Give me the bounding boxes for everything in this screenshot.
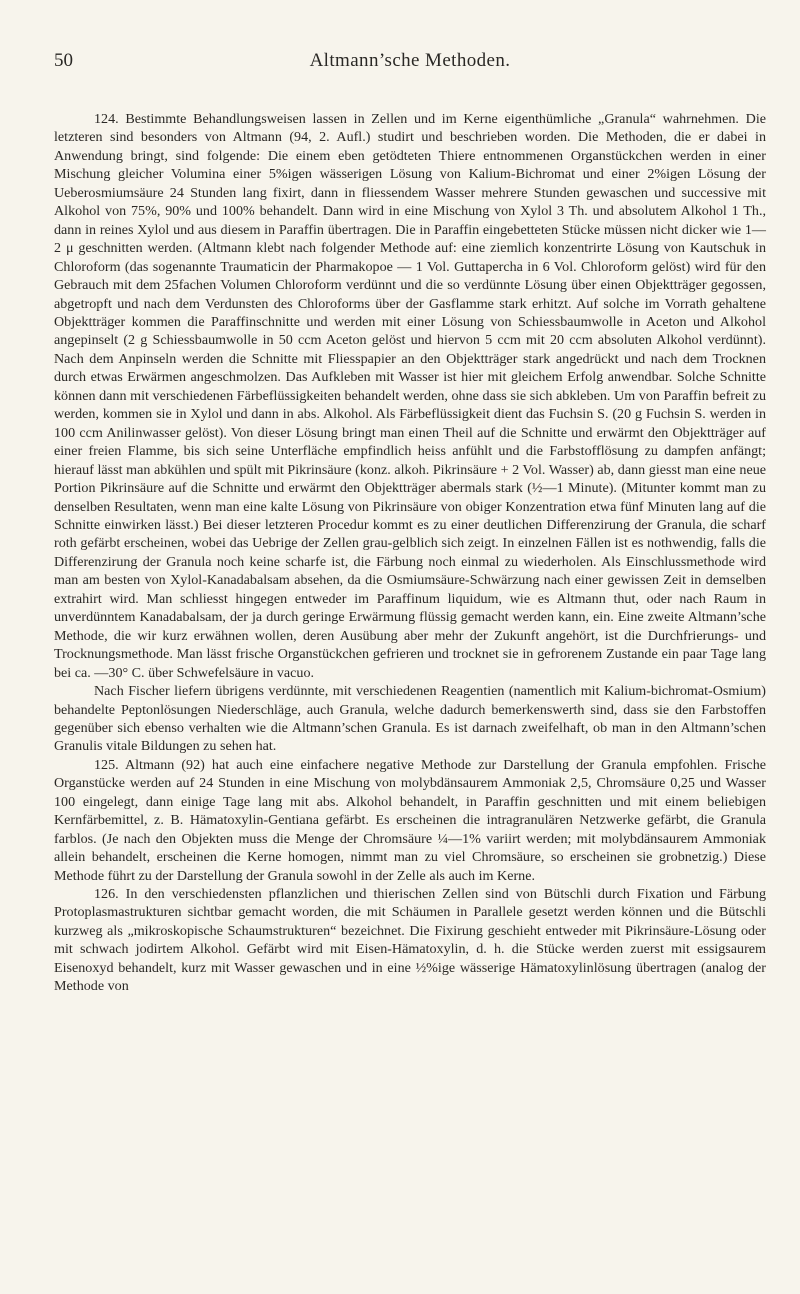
running-title: Altmann’sche Methoden. (309, 50, 511, 71)
paragraph-fischer: Nach Fischer liefern übrigens verdünnte, mit verschiedenen Reagentien (namentlich mit Kalium-bichromat-Osmium) behandelte Peptonlösungen Niederschläge, auch Granula, welche dadurch bemerkenswerth sind, dass sie den Farbstoffen gegenüber sich ebenso verhalten wie die Altmann’schen Granula. Es ist darnach zweifelhaft, ob man in den Altmann’schen Granulis vitale Bildungen zu sehen hat. (54, 683, 766, 755)
page-header (54, 50, 766, 80)
paragraph-124: 124. Bestimmte Behandlungsweisen lassen in Zellen und im Kerne eigenthümliche „Granula“ wahrnehmen. Die letzteren sind besonders von Altmann (94, 2. Aufl.) studirt und beschrieben worden. Die Methoden, die er dabei in Anwendung bringt, sind folgende: Die einem eben getödteten Thiere entnommenen Organstückchen werden in einer Mischung gleicher Volumina einer 5%igen wässerigen Lösung von Kalium-Bichromat und einer 2%igen Lösung der Ueberosmiumsäure 24 Stunden lang fixirt, dann in fliessendem Wasser mehrere Stunden gewaschen und successive mit Alkohol von 75%, 90% und 100% behandelt. Dann wird in eine Mischung von Xylol 3 Th. und absolutem Alkohol 1 Th., dann in reines Xylol und aus diesem in Paraffin übertragen. Die in Paraffin eingebetteten Stücke müssen nicht dicker wie 1—2 μ geschnitten werden. (Altmann klebt nach folgender Methode auf: eine ziemlich konzentrirte Lösung von Kautschuk in Chloroform (das sogenannte Traumaticin der Pharmakopoe — 1 Vol. Guttapercha in 6 Vol. Chloroform gelöst) wird für den Gebrauch mit dem 25fachen Volumen Chloroform verdünnt und die so verdünnte Lösung über einen Objektträger gegossen, abgetropft und nach dem Verdunsten des Chloroforms über der Gasflamme stark erhitzt. Auf solche im Vorrath gehaltene Objektträger kommen die Paraffinschnitte und werden mit einer Lösung von Schiessbaumwolle in Aceton und Alkohol angepinselt (2 g Schiessbaumwolle in 50 ccm Aceton gelöst und hiervon 5 ccm mit 20 ccm absoluten Alkohol verdünnt). Nach dem Anpinseln werden die Schnitte mit Fliesspapier an den Objektträger stark angedrückt und nach dem Trocknen durch etwas Erwärmen angeschmolzen. Das Aufkleben mit Wasser ist hier mit gleichem Erfolg anwendbar. Solche Schnitte können dann mit verschiedenen Färbeflüssigkeiten behandelt werden, ohne dass sie sich abkleben. Um von Paraffin befreit zu werden, kommen sie in Xylol und dann in abs. Alkohol. Als Färbeflüssigkeit dient das Fuchsin S. (20 g Fuchsin S. werden in 100 ccm Anilinwasser gelöst). Von dieser Lösung bringt man einen Theil auf die Schnitte und erwärmt den Objektträger auf einer freien Flamme, bis sich seine Unterfläche empfindlich heiss anfühlt und die Farbstofflösung zu dampfen anfängt; hierauf lässt man abkühlen und spült mit Pikrinsäure (konz. alkoh. Pikrinsäure + 2 Vol. Wasser) ab, dann giesst man eine neue Portion Pikrinsäure auf die Schnitte und erwärmt den Objektträger abermals stark (½—1 Minute). (Mitunter kommt man zu denselben Resultaten, wenn man eine kalte Lösung von Pikrinsäure von obiger Konzentration etwa fünf Minuten lang auf die Schnitte einwirken lässt.) Bei dieser letzteren Procedur kommt es zu einer deutlichen Differenzirung der Granula, die scharf roth gefärbt erscheinen, wobei das Uebrige der Zellen grau-gelblich sich zeigt. In einzelnen Fällen ist es nothwendig, falls die Differenzirung der Granula noch keine scharfe ist, die Färbung noch einmal zu wiederholen. Als Einschlussmethode wird man am besten von Xylol-Kanadabalsam absehen, da die Osmiumsäure-Schwärzung nach einer gewissen Zeit in demselben extrahirt wird. Man schliesst hingegen entweder im Paraffinum liquidum, wie es Altmann thut, oder nach Raum in unverdünntem Kanadabalsam, der ja durch geringe Erwärmung flüssig gemacht werden kann, ein. Eine zweite Altmann’sche Methode, die wir kurz erwähnen wollen, deren Ausübung aber mehr der Zukunft angehört, ist die Durchfrierungs- und Trocknungsmethode. Man lässt frische Organstückchen gefrieren und trocknet sie in gefrorenem Zustande ein paar Tage lang bei ca. —30° C. über Schwefelsäure in vacuo. (54, 111, 766, 681)
paragraph-125: 125. Altmann (92) hat auch eine einfachere negative Methode zur Darstellung der Granula empfohlen. Frische Organstücke werden auf 24 Stunden in eine Mischung von molybdänsaurem Ammoniak 2,5, Chromsäure 0,25 und Wasser 100 eingelegt, dann einige Tage lang mit abs. Alkohol behandelt, in Paraffin geschnitten und mit einem beliebigen Kernfärbemittel, z. B. Hämatoxylin-Gentiana gefärbt. Es erscheinen die intragranulären Netzwerke gefärbt, die Granula farblos. (Je nach den Objekten muss die Menge der Chromsäure ¼—1% variirt werden; mit molybdänsaurem Ammoniak allein behandelt, erscheinen die Kerne homogen, nimmt man zu viel Chromsäure, so erscheinen sie grobnetzig.) Diese Methode führt zu der Darstellung der Granula sowohl in der Zelle als auch im Kerne. (54, 756, 766, 884)
page-number: 50 (54, 50, 73, 71)
body-text (54, 110, 766, 996)
paragraph-126: 126. In den verschiedensten pflanzlichen und thierischen Zellen sind von Bütschli durch Fixation und Färbung Protoplasmastrukturen sichtbar gemacht worden, die mit Schäumen in Parallele gesetzt werden können und die Bütschli kurzweg als „mikroskopische Schaumstrukturen“ bezeichnet. Die Fixirung geschieht entweder mit Pikrinsäure-Lösung oder mit schwach jodirtem Alkohol. Gefärbt wird mit Eisen-Hämatoxylin, d. h. die Stücke werden zuerst mit essigsaurem Eisenoxyd behandelt, kurz mit Wasser gewaschen und in eine ½%ige wässerige Hämatoxylinlösung übertragen (analog der Methode von (54, 886, 766, 995)
